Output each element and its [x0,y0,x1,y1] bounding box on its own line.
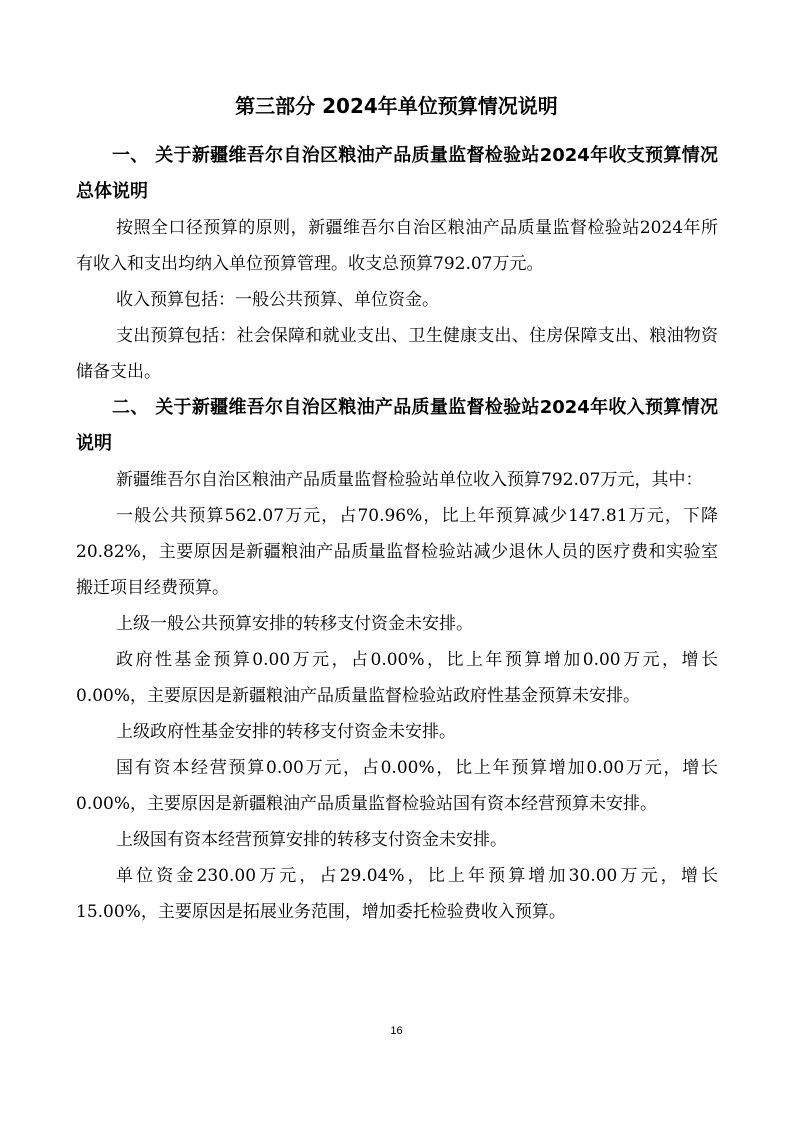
document-body [76,138,718,930]
section-1-paragraph-3: 支出预算包括：社会保障和就业支出、卫生健康支出、住房保障支出、粮油物资储备支出。 [76,326,718,382]
section-2-paragraph-8: 单位资金230.00万元，占29.04%，比上年预算增加30.00万元，增长15.00%，主要原因是拓展业务范围，增加委托检验费收入预算。 [76,866,718,922]
section-2-paragraph-7: 上级国有资本经营预算安排的转移支付资金未安排。 [116,830,507,850]
section-2-paragraph-3: 上级一般公共预算安排的转移支付资金未安排。 [116,614,473,634]
page-title: 第三部分 2024年单位预算情况说明 [235,94,558,118]
section-1-paragraph-2: 收入预算包括：一般公共预算、单位资金。 [116,290,439,310]
section-1-paragraph-1: 按照全口径预算的原则，新疆维吾尔自治区粮油产品质量监督检验站2024年所有收入和支出均纳入单位预算管理。收支总预算792.07万元。 [76,218,718,274]
section-2-heading: 二、 关于新疆维吾尔自治区粮油产品质量监督检验站2024年收入预算情况说明 [76,397,718,454]
page-number: 16 [390,1025,403,1037]
section-2-paragraph-1: 新疆维吾尔自治区粮油产品质量监督检验站单位收入预算792.07万元，其中： [116,470,703,490]
section-2-paragraph-6: 国有资本经营预算0.00万元，占0.00%，比上年预算增加0.00万元，增长0.00%，主要原因是新疆粮油产品质量监督检验站国有资本经营预算未安排。 [76,758,718,814]
section-2-paragraph-5: 上级政府性基金安排的转移支付资金未安排。 [116,722,456,742]
section-2-paragraph-4: 政府性基金预算0.00万元，占0.00%，比上年预算增加0.00万元，增长0.00%，主要原因是新疆粮油产品质量监督检验站政府性基金预算未安排。 [76,650,718,706]
section-1-heading: 一、 关于新疆维吾尔自治区粮油产品质量监督检验站2024年收支预算情况总体说明 [76,145,718,202]
section-2-paragraph-2: 一般公共预算562.07万元，占70.96%，比上年预算减少147.81万元，下降20.82%，主要原因是新疆粮油产品质量监督检验站减少退休人员的医疗费和实验室搬迁项目经费预算。 [76,506,718,598]
